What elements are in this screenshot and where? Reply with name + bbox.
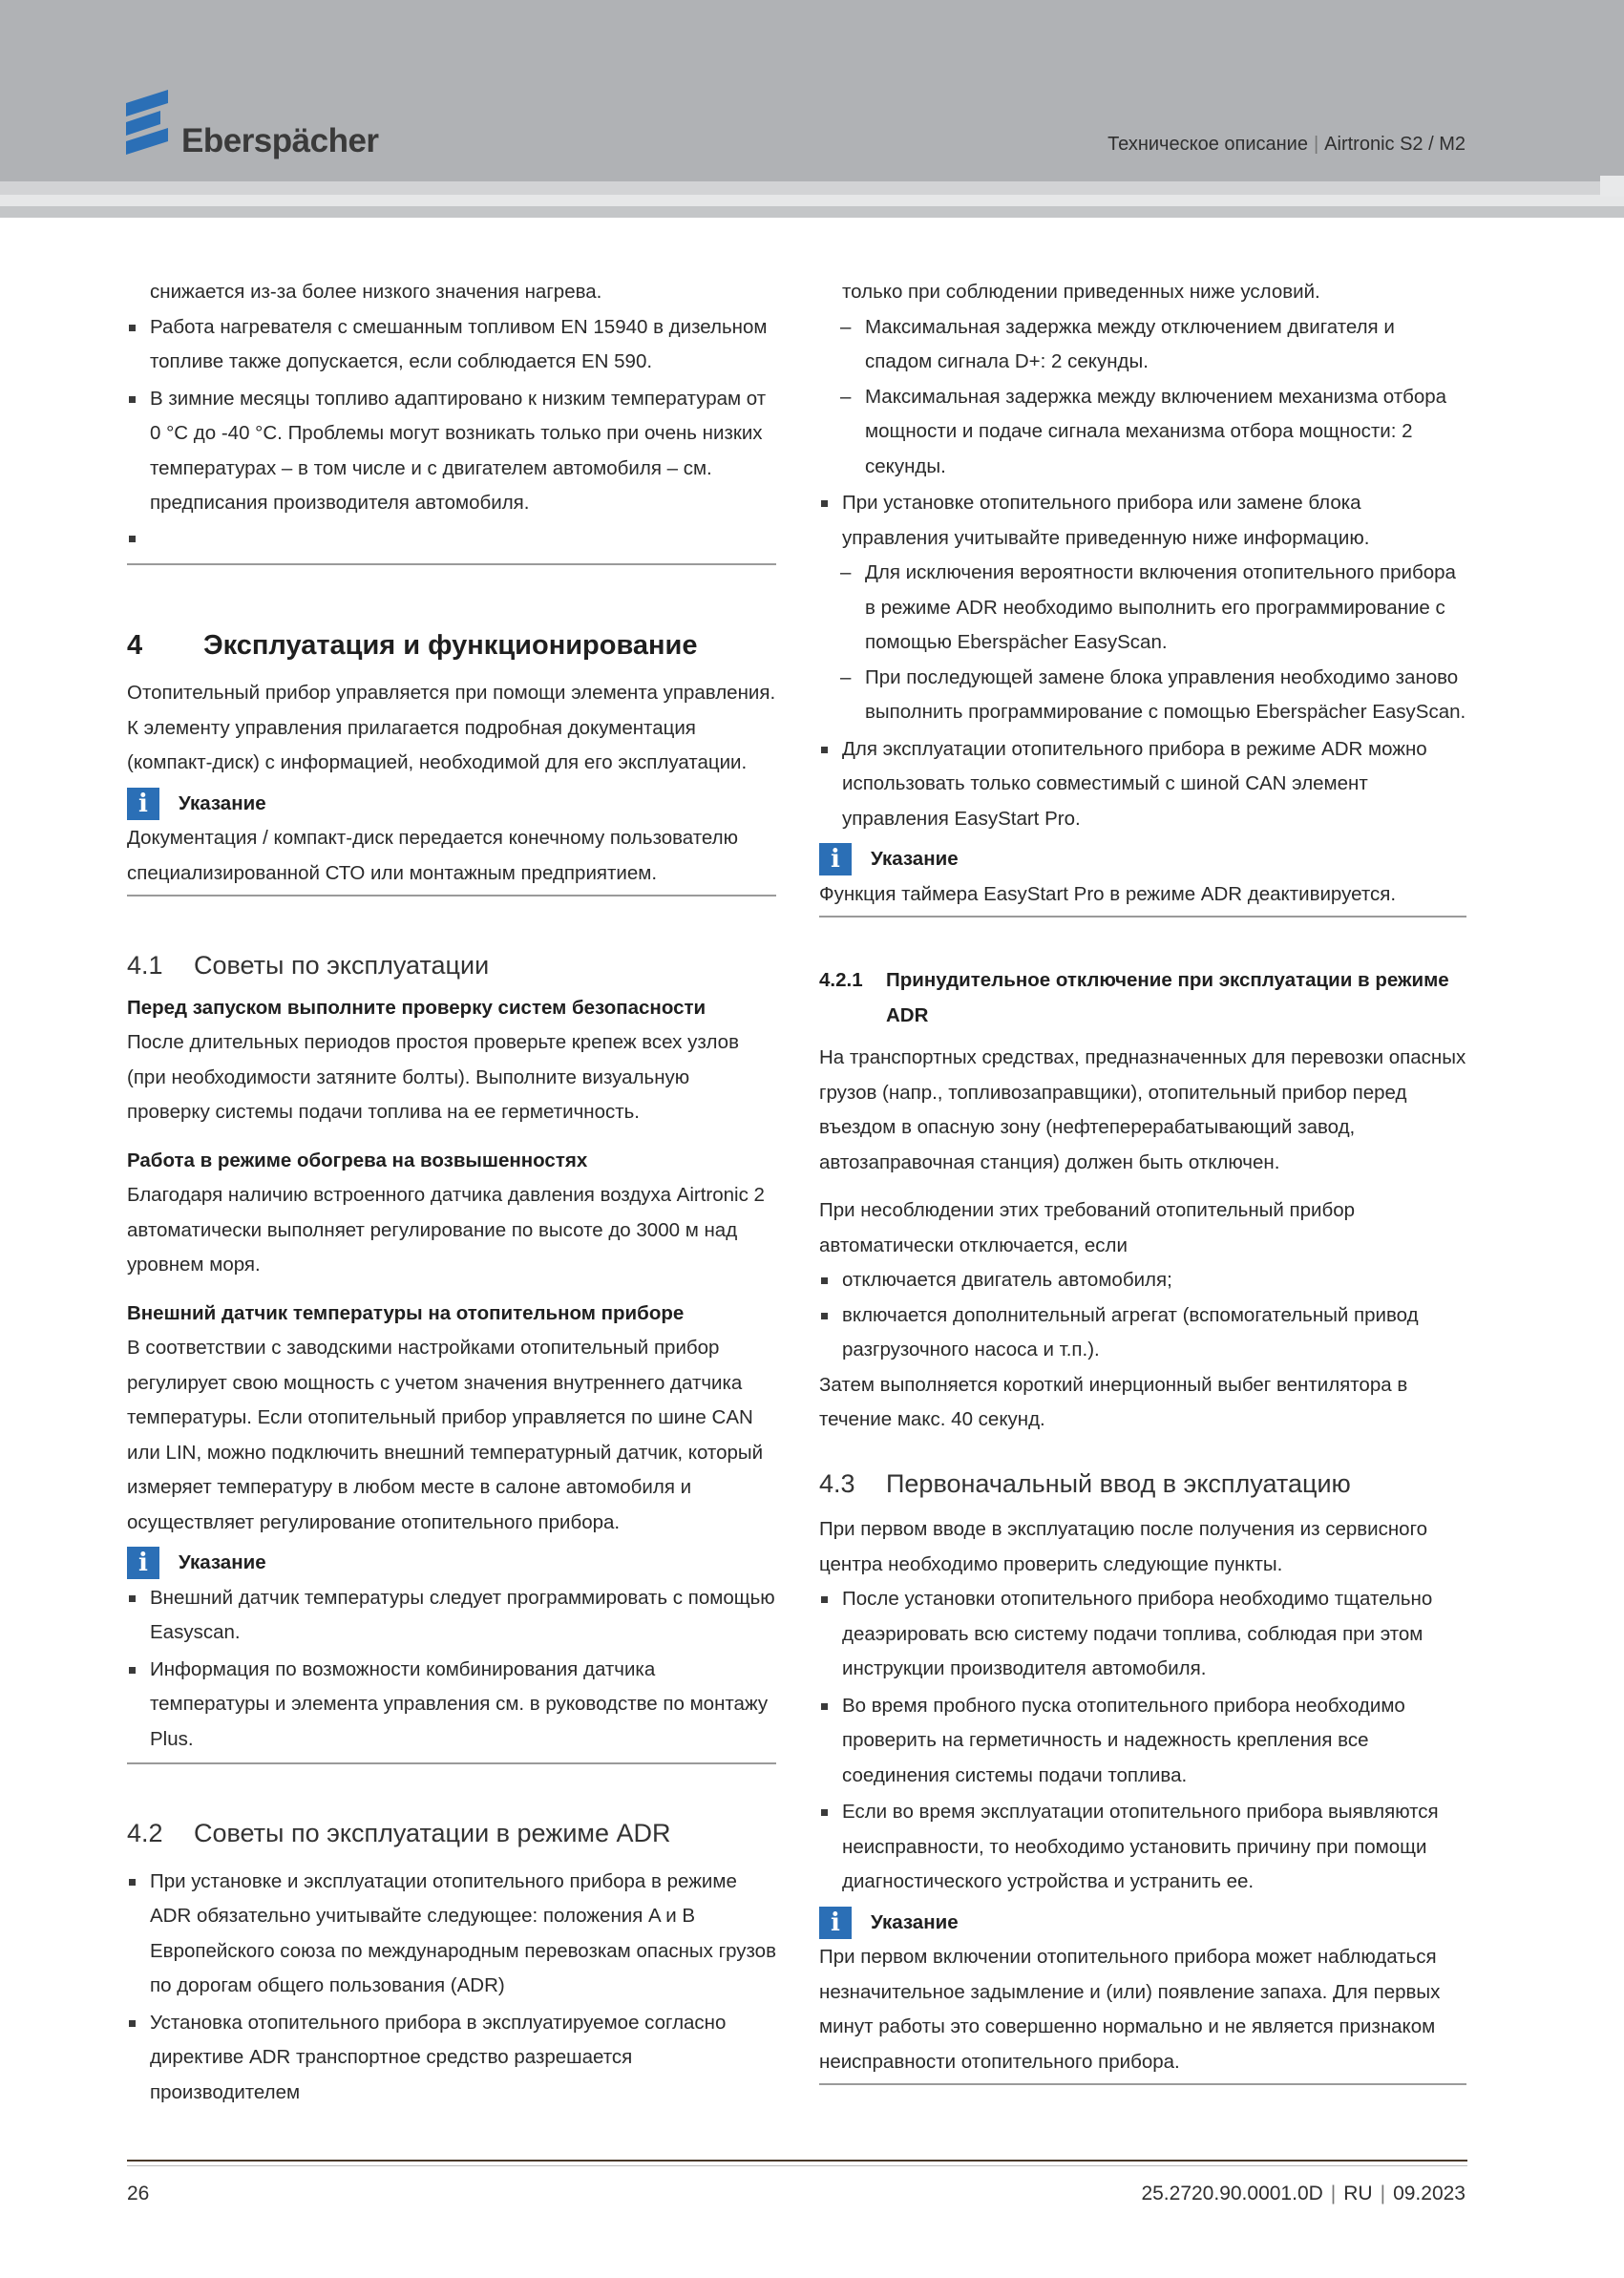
subsection-heading — [127, 1816, 776, 1851]
section-title: Эксплуатация и функционирование — [203, 629, 698, 661]
header-band — [0, 181, 1624, 195]
divider — [819, 2083, 1466, 2085]
list-item: – Максимальная задержка между включением механизма отбора мощности и подаче сигнала механизма отбора мощности: 2 секунды. — [819, 380, 1466, 485]
section-title: Советы по эксплуатации — [194, 951, 490, 980]
subsubsection-heading — [819, 963, 1466, 1033]
paragraph-heading: Внешний датчик температуры на отопительном приборе — [127, 1301, 685, 1324]
right-column — [819, 275, 1466, 2085]
document-reference — [1141, 2183, 1466, 2205]
paragraph: На транспортных средствах, предназначенных для перевозки опасных грузов (напр., топливозаправщики), отопительный прибор перед въездом в опасную зону (нефтеперерабатывающий завод, автозаправочная станция) должен быть отключен. — [819, 1046, 1466, 1173]
section-title: Советы по эксплуатации в режиме ADR — [194, 1819, 671, 1847]
subsection-heading — [819, 1466, 1466, 1502]
note-heading — [819, 842, 1466, 877]
note-text: Функция таймера EasyStart Pro в режиме ADR деактивируется. — [819, 882, 1397, 905]
list-item: – Для исключения вероятности включения отопительного прибора в режиме ADR необходимо выполнить его программирование с помощью Eberspächer EasyScan. — [819, 556, 1466, 661]
info-icon: i — [127, 788, 159, 820]
list-item: Установка отопительного прибора в эксплуатируемое согласно директиве ADR транспортное средство разрешается производителем — [127, 2006, 776, 2111]
section-number: 4.3 — [819, 1468, 855, 1498]
list-item: Внешний датчик температуры следует программировать с помощью Easyscan. — [127, 1581, 776, 1651]
paragraph-heading: Работа в режиме обогрева на возвышенностях — [127, 1149, 588, 1171]
section-title: Принудительное отключение при эксплуатации в режиме ADR — [886, 969, 1449, 1026]
paragraph: Благодаря наличию встроенного датчика давления воздуха Airtronic 2 автоматически выполняет регулирование по высоте до 3000 м над уровнем моря. — [127, 1184, 765, 1276]
product-name: Airtronic S2 / M2 — [1324, 134, 1466, 155]
language-code: RU — [1343, 2183, 1373, 2204]
info-icon: i — [819, 1907, 852, 1939]
doc-type: Техническое описание — [1107, 134, 1308, 155]
paragraph: Затем выполняется короткий инерционный выбег вентилятора в течение макс. 40 секунд. — [819, 1373, 1408, 1430]
paragraph-heading: Перед запуском выполните проверку систем безопасности — [127, 996, 707, 1019]
list-item: – Максимальная задержка между отключением двигателя и спадом сигнала D+: 2 секунды. — [819, 310, 1466, 380]
section-number: 4.2.1 — [819, 969, 863, 991]
list-item: После установки отопительного прибора необходимо тщательно деаэрировать всю систему подачи топлива, соблюдая при этом инструкции производителя автомобиля. — [819, 1582, 1466, 1687]
paragraph: Отопительный прибор управляется при помощи элемента управления. К элементу управления прилагается подробная документация (компакт-диск) с информацией, необходимой для его эксплуатации. — [127, 682, 776, 773]
separator: | — [1313, 134, 1319, 155]
divider — [127, 563, 776, 565]
issue-date: 09.2023 — [1393, 2183, 1466, 2204]
separator: | — [1330, 2183, 1337, 2204]
paragraph: При несоблюдении этих требований отопительный прибор автоматически отключается, если — [819, 1199, 1356, 1256]
list-item: – При последующей замене блока управления необходимо заново выполнить программирование с помощью Eberspächer EasyScan. — [819, 661, 1466, 730]
note-label: Указание — [871, 848, 959, 870]
doc-number: 25.2720.90.0001.0D — [1141, 2183, 1323, 2204]
section-number: 4.2 — [127, 1819, 163, 1847]
header-title — [1107, 134, 1466, 156]
list-item: отключается двигатель автомобиля; — [819, 1263, 1466, 1298]
list-item — [127, 521, 776, 556]
header-band — [0, 206, 1624, 218]
info-icon: i — [819, 843, 852, 875]
divider — [127, 1762, 776, 1764]
list-item: В зимние месяцы топливо адаптировано к низким температурам от 0 °C до -40 °C. Проблемы могут возникать только при очень низких температурах – в том числе и с двигателем автомобиля – см. предписания производителя автомобиля. — [127, 382, 776, 521]
left-column — [127, 275, 776, 2110]
paragraph: снижается из-за более низкого значения нагрева. — [150, 281, 602, 303]
header-tab — [1600, 176, 1624, 197]
footer-rule — [127, 2160, 1467, 2162]
paragraph: только при соблюдении приведенных ниже условий. — [842, 281, 1320, 303]
section-number: 4 — [127, 629, 143, 661]
note-heading — [127, 1546, 776, 1581]
list-item: Во время пробного пуска отопительного прибора необходимо проверить на герметичность и надежность крепления все соединения системы подачи топлива. — [819, 1689, 1466, 1794]
page-number: 26 — [127, 2183, 150, 2204]
list-item: Если во время эксплуатации отопительного прибора выявляются неисправности, то необходимо установить причину при помощи диагностического устройства и устранить ее. — [819, 1795, 1466, 1900]
list-item: Информация по возможности комбинирования датчика температуры и элемента управления см. в руководстве по монтажу Plus. — [127, 1653, 776, 1758]
subsection-heading — [127, 948, 776, 983]
header-band — [0, 195, 1624, 206]
divider — [127, 895, 776, 896]
paragraph: После длительных периодов простоя проверьте крепеж всех узлов (при необходимости затяните болты). Выполните визуальную проверку системы подачи топлива на ее герметичность. — [127, 1031, 739, 1123]
note-text: Документация / компакт-диск передается конечному пользователю специализированной СТО или монтажным предприятием. — [127, 827, 738, 884]
list-item: Для эксплуатации отопительного прибора в режиме ADR можно использовать только совместимый с шиной CAN элемент управления EasyStart Pro. — [819, 732, 1466, 837]
note-label: Указание — [179, 1551, 266, 1573]
note-label: Указание — [871, 1910, 959, 1933]
separator: | — [1380, 2183, 1386, 2204]
section-heading — [127, 628, 776, 664]
brand-name: Eberspächer — [181, 122, 379, 159]
list-item: При установке отопительного прибора или замене блока управления учитывайте приведенную ниже информацию. — [819, 486, 1466, 556]
section-title: Первоначальный ввод в эксплуатацию — [886, 1468, 1351, 1498]
note-heading — [819, 1906, 1466, 1941]
list-item: включается дополнительный агрегат (вспомогательный привод разгрузочного насоса и т.п.). — [819, 1298, 1466, 1368]
list-item: При установке и эксплуатации отопительного прибора в режиме ADR обязательно учитывайте следующее: положения A и B Европейского союза по международным перевозкам опасных грузов по дорогам общего пользования (ADR) — [127, 1865, 776, 2004]
paragraph: При первом вводе в эксплуатацию после получения из сервисного центра необходимо проверить следующие пункты. — [819, 1518, 1428, 1575]
note-heading — [127, 787, 776, 822]
info-icon: i — [127, 1547, 159, 1579]
footer-rule — [127, 2165, 1467, 2166]
section-number: 4.1 — [127, 951, 163, 980]
note-label: Указание — [179, 791, 266, 814]
list-item: Работа нагревателя с смешанным топливом EN 15940 в дизельном топливе также допускается, если соблюдается EN 590. — [127, 310, 776, 380]
paragraph: В соответствии с заводскими настройками отопительный прибор регулирует свою мощность с учетом значения внутреннего датчика температуры. Если отопительный прибор управляется по шине CAN или LIN, можно подключить внешний температурный датчик, который измеряет температуру в любом месте в салоне автомобиля и осуществляет регулирование отопительного прибора. — [127, 1337, 764, 1533]
note-text: При первом включении отопительного прибора может наблюдаться незначительное задымление и (или) появление запаха. Для первых минут работы это совершенно нормально и не является признаком неисправности отопительного прибора. — [819, 1946, 1441, 2073]
divider — [819, 916, 1466, 918]
